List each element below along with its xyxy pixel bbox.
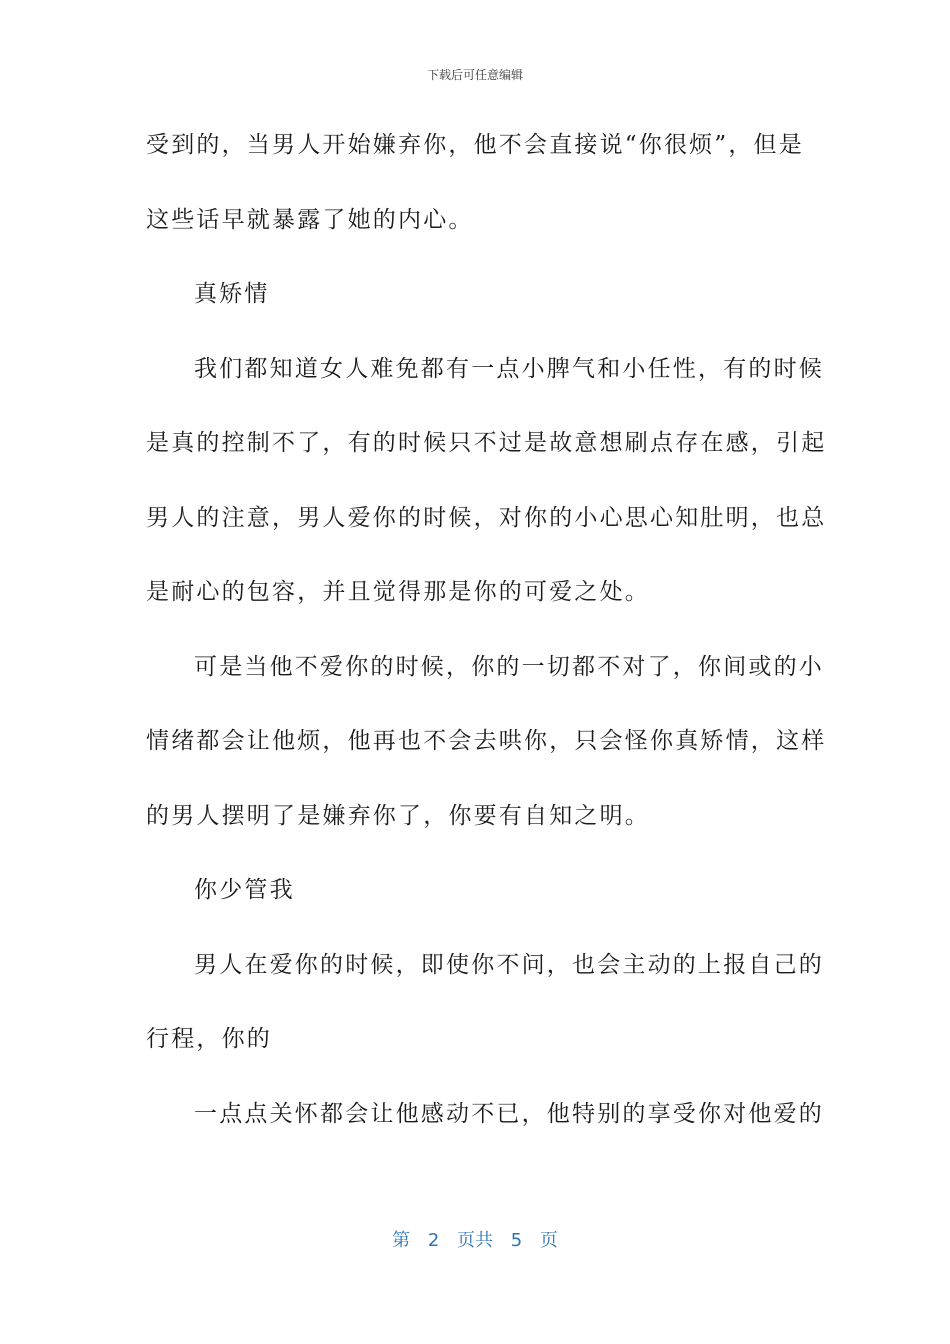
footer-suffix: 页 [539,1230,558,1251]
footer-prefix: 第 [392,1230,411,1251]
paragraph-line: 情绪都会让他烦，他再也不会去哄你，只会怪你真矫情，这样 [146,728,827,754]
paragraph-line: 一点点关怀都会让他感动不已，他特别的享受你对他爱的 [194,1100,824,1127]
footer-middle: 页共 [457,1230,493,1251]
document-body [146,120,827,1163]
current-page-number: 2 [427,1230,440,1251]
total-pages-number: 5 [510,1230,523,1251]
page-footer [0,1226,950,1252]
page-header: 下载后可任意编辑 [426,68,523,82]
paragraph-line: 行程，你的 [146,1026,272,1052]
section-heading: 真矫情 [194,281,270,307]
paragraph-line: 男人的注意，男人爱你的时候，对你的小心思心知肚明，也总 [146,504,827,531]
paragraph-line: 男人在爱你的时候，即使你不问，也会主动的上报自己的 [194,951,824,978]
paragraph-line: 受到的，当男人开始嫌弃你，他不会直接说“你很烦”，但是 [146,132,804,158]
paragraph-line: 我们都知道女人难免都有一点小脾气和小任性，有的时候 [194,355,824,382]
paragraph-line: 的男人摆明了是嫌弃你了，你要有自知之明。 [146,802,650,829]
paragraph-line: 这些话早就暴露了她的内心。 [146,206,474,233]
paragraph-line: 是耐心的包容，并且觉得那是你的可爱之处。 [146,579,650,605]
paragraph-line: 是真的控制不了，有的时候只不过是故意想刷点存在感，引起 [146,430,827,456]
paragraph-line: 可是当他不爱你的时候，你的一切都不对了，你间或的小 [194,653,824,680]
section-heading: 你少管我 [194,877,295,903]
